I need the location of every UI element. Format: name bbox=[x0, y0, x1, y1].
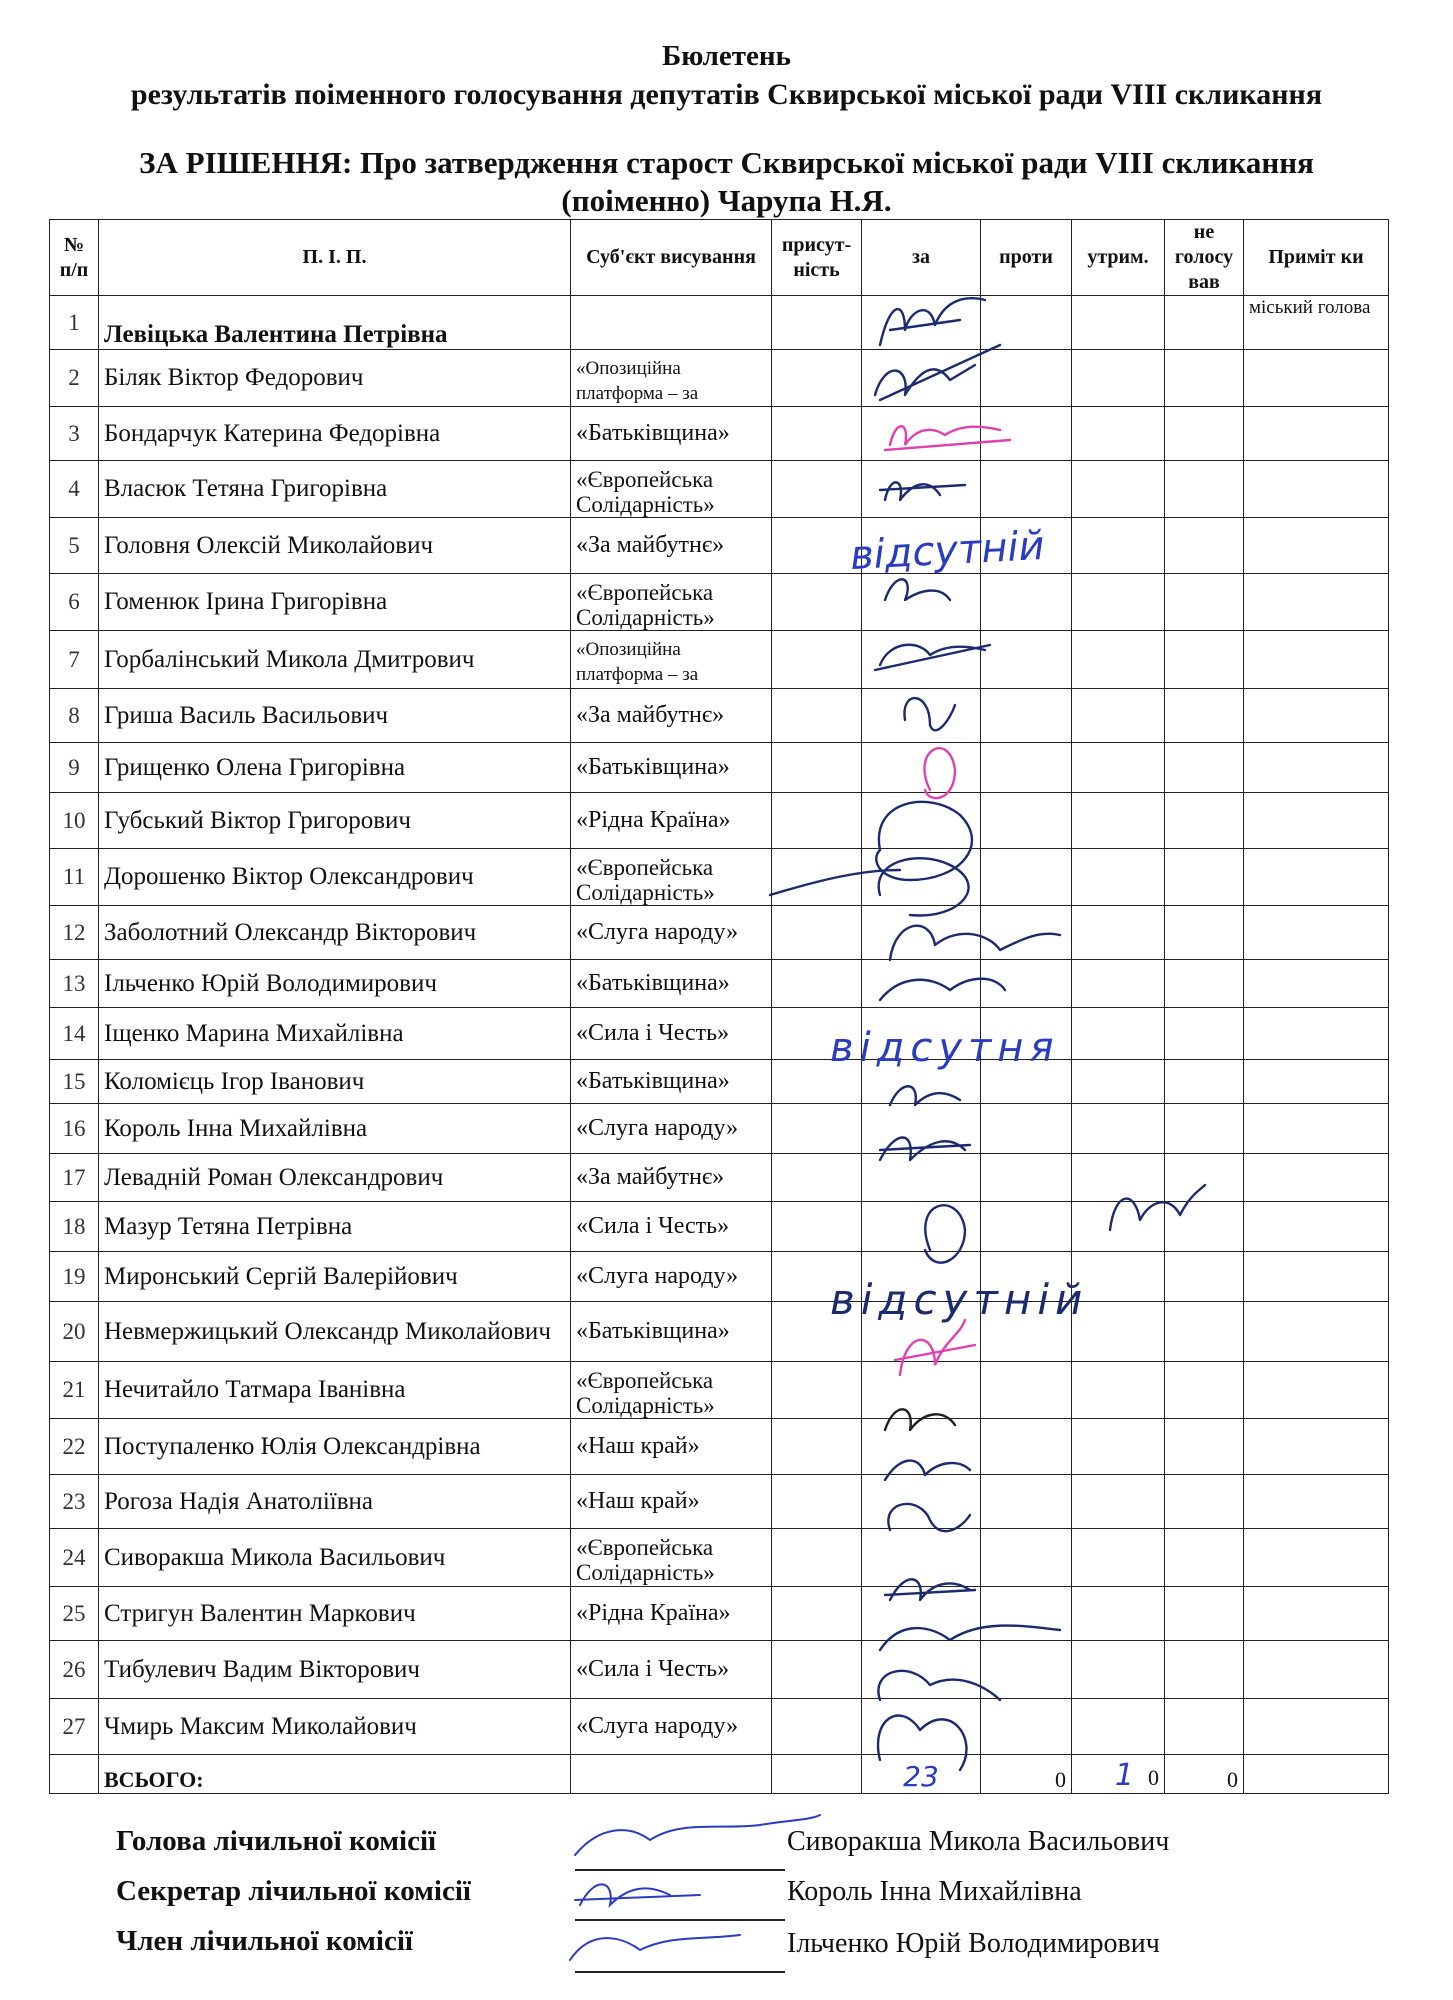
nominating-party: «Наш край» bbox=[571, 1419, 772, 1475]
for-cell bbox=[862, 407, 981, 461]
row-number: 15 bbox=[50, 1060, 99, 1104]
abstain-cell bbox=[1072, 960, 1165, 1008]
header-notes: Приміт ки bbox=[1244, 220, 1389, 296]
abstain-cell bbox=[1072, 1008, 1165, 1060]
total-for: 23 bbox=[862, 1755, 981, 1794]
row-number: 10 bbox=[50, 793, 99, 849]
table-row bbox=[50, 461, 1389, 518]
abstain-cell bbox=[1072, 461, 1165, 518]
notes-cell bbox=[1244, 1202, 1389, 1252]
for-cell bbox=[862, 1104, 981, 1154]
present-cell bbox=[772, 518, 862, 574]
nominating-party: «Наш край» bbox=[571, 1475, 772, 1529]
secretary-role: Секретар лічильної комісії bbox=[116, 1875, 471, 1907]
table-row bbox=[50, 1362, 1389, 1419]
table-row bbox=[50, 1529, 1389, 1587]
not-voted-cell bbox=[1165, 1529, 1244, 1587]
not-voted-cell bbox=[1165, 793, 1244, 849]
present-cell bbox=[772, 296, 862, 350]
for-cell bbox=[862, 350, 981, 407]
total-row bbox=[50, 1755, 1389, 1794]
for-cell bbox=[862, 1641, 981, 1699]
for-cell bbox=[862, 296, 981, 350]
deputy-name: Левадній Роман Олександрович bbox=[99, 1154, 571, 1202]
for-cell bbox=[862, 1529, 981, 1587]
row-number: 20 bbox=[50, 1302, 99, 1362]
present-cell bbox=[772, 1104, 862, 1154]
not-voted-cell bbox=[1165, 1699, 1244, 1755]
notes-cell bbox=[1244, 631, 1389, 689]
against-cell bbox=[981, 689, 1072, 743]
against-cell bbox=[981, 1419, 1072, 1475]
abstain-cell bbox=[1072, 689, 1165, 743]
table-row bbox=[50, 793, 1389, 849]
nominating-party: «Рідна Країна» bbox=[571, 793, 772, 849]
not-voted-cell bbox=[1165, 461, 1244, 518]
abstain-handwritten-count: 1 bbox=[1114, 1758, 1134, 1793]
row-number: 25 bbox=[50, 1587, 99, 1641]
absent-note-row-14: відсутня bbox=[830, 1025, 1060, 1071]
notes-cell bbox=[1244, 1252, 1389, 1302]
row-number: 8 bbox=[50, 689, 99, 743]
for-cell bbox=[862, 631, 981, 689]
header-subject: Суб'єкт висування bbox=[571, 220, 772, 296]
abstain-cell bbox=[1072, 1202, 1165, 1252]
table-row bbox=[50, 689, 1389, 743]
row-number: 4 bbox=[50, 461, 99, 518]
header-present: присут-ність bbox=[772, 220, 862, 296]
abstain-cell bbox=[1072, 296, 1165, 350]
table-row bbox=[50, 906, 1389, 960]
total-against: 0 bbox=[981, 1755, 1072, 1794]
notes-cell bbox=[1244, 1302, 1389, 1362]
row-number: 22 bbox=[50, 1419, 99, 1475]
for-cell bbox=[862, 1699, 981, 1755]
decision-line-2: (поіменно) Чарупа Н.Я. bbox=[561, 183, 892, 218]
present-cell bbox=[772, 1587, 862, 1641]
present-cell bbox=[772, 1529, 862, 1587]
for-cell bbox=[862, 1419, 981, 1475]
nominating-party: «Слуга народу» bbox=[571, 1104, 772, 1154]
decision-line-1: ЗА РІШЕННЯ: Про затвердження старост Сквирської міської ради VIII скликання bbox=[139, 145, 1314, 180]
secretary-name: Король Інна Михайлівна bbox=[787, 1876, 1082, 1907]
notes-cell bbox=[1244, 1154, 1389, 1202]
against-cell bbox=[981, 906, 1072, 960]
row-number: 12 bbox=[50, 906, 99, 960]
against-cell bbox=[981, 1529, 1072, 1587]
notes-cell bbox=[1244, 743, 1389, 793]
against-cell bbox=[981, 743, 1072, 793]
row-number: 18 bbox=[50, 1202, 99, 1252]
abstain-cell bbox=[1072, 407, 1165, 461]
row-number: 19 bbox=[50, 1252, 99, 1302]
abstain-cell bbox=[1072, 518, 1165, 574]
abstain-cell bbox=[1072, 1529, 1165, 1587]
not-voted-cell bbox=[1165, 849, 1244, 906]
table-row bbox=[50, 631, 1389, 689]
present-cell bbox=[772, 461, 862, 518]
header-against: проти bbox=[981, 220, 1072, 296]
table-row bbox=[50, 1104, 1389, 1154]
nominating-party: «Слуга народу» bbox=[571, 1252, 772, 1302]
abstain-printed-count: 0 bbox=[1148, 1765, 1159, 1790]
deputy-name: Головня Олексій Миколайович bbox=[99, 518, 571, 574]
voting-table bbox=[49, 219, 1389, 1794]
present-cell bbox=[772, 906, 862, 960]
chair-name: Сиворакша Микола Васильович bbox=[787, 1826, 1170, 1857]
table-row bbox=[50, 1641, 1389, 1699]
nominating-party: «Сила і Честь» bbox=[571, 1202, 772, 1252]
nominating-party: «Європейська Солідарність» bbox=[571, 1362, 772, 1419]
absent-note-row-19: відсутній bbox=[830, 1275, 1089, 1324]
not-voted-cell bbox=[1165, 1104, 1244, 1154]
nominating-party: «Батьківщина» bbox=[571, 1302, 772, 1362]
deputy-name: Іщенко Марина Михайлівна bbox=[99, 1008, 571, 1060]
present-cell bbox=[772, 960, 862, 1008]
table-row bbox=[50, 1475, 1389, 1529]
not-voted-cell bbox=[1165, 1302, 1244, 1362]
not-voted-cell bbox=[1165, 1362, 1244, 1419]
not-voted-cell bbox=[1165, 1060, 1244, 1104]
nominating-party: «За майбутнє» bbox=[571, 518, 772, 574]
deputy-name: Чмирь Максим Миколайович bbox=[99, 1699, 571, 1755]
notes-cell bbox=[1244, 1587, 1389, 1641]
nominating-party: «Батьківщина» bbox=[571, 743, 772, 793]
total-not-voted: 0 bbox=[1165, 1755, 1244, 1794]
deputy-name: Рогоза Надія Анатоліївна bbox=[99, 1475, 571, 1529]
deputy-name: Король Інна Михайлівна bbox=[99, 1104, 571, 1154]
abstain-cell bbox=[1072, 1419, 1165, 1475]
deputy-name: Мазур Тетяна Петрівна bbox=[99, 1202, 571, 1252]
notes-cell bbox=[1244, 1008, 1389, 1060]
present-cell bbox=[772, 1362, 862, 1419]
row-number: 24 bbox=[50, 1529, 99, 1587]
nominating-party: «Рідна Країна» bbox=[571, 1587, 772, 1641]
present-cell bbox=[772, 1202, 862, 1252]
row-number: 23 bbox=[50, 1475, 99, 1529]
notes-cell bbox=[1244, 1362, 1389, 1419]
nominating-party: «За майбутнє» bbox=[571, 1154, 772, 1202]
member-name: Ільченко Юрій Володимирович bbox=[787, 1928, 1160, 1959]
row-number: 26 bbox=[50, 1641, 99, 1699]
table-row bbox=[50, 960, 1389, 1008]
table-row bbox=[50, 296, 1389, 350]
abstain-cell bbox=[1072, 849, 1165, 906]
present-cell bbox=[772, 574, 862, 631]
table-row bbox=[50, 574, 1389, 631]
header-abstain: утрим. bbox=[1072, 220, 1165, 296]
deputy-name: Дорошенко Віктор Олександрович bbox=[99, 849, 571, 906]
header-name: П. І. П. bbox=[99, 220, 571, 296]
total-label: ВСЬОГО: bbox=[99, 1755, 571, 1794]
against-cell bbox=[981, 960, 1072, 1008]
against-cell bbox=[981, 1202, 1072, 1252]
deputy-name: Нечитайло Татмара Іванівна bbox=[99, 1362, 571, 1419]
nominating-party: «За майбутнє» bbox=[571, 689, 772, 743]
table-row bbox=[50, 518, 1389, 574]
deputy-name: Коломієць Ігор Іванович bbox=[99, 1060, 571, 1104]
notes-cell bbox=[1244, 906, 1389, 960]
deputy-name: Власюк Тетяна Григорівна bbox=[99, 461, 571, 518]
against-cell bbox=[981, 1104, 1072, 1154]
for-cell bbox=[862, 574, 981, 631]
chair-signature bbox=[575, 1815, 820, 1855]
nominating-party: «Батьківщина» bbox=[571, 960, 772, 1008]
not-voted-cell bbox=[1165, 574, 1244, 631]
abstain-cell bbox=[1072, 743, 1165, 793]
deputy-name: Невмержицький Олександр Миколайович bbox=[99, 1302, 571, 1362]
chair-role: Голова лічильної комісії bbox=[116, 1825, 437, 1857]
for-cell bbox=[862, 461, 981, 518]
notes-cell: міський голова bbox=[1244, 296, 1389, 350]
notes-cell bbox=[1244, 1104, 1389, 1154]
abstain-cell bbox=[1072, 1060, 1165, 1104]
against-cell bbox=[981, 1699, 1072, 1755]
not-voted-cell bbox=[1165, 960, 1244, 1008]
nominating-party: «Опозиційна платформа – за bbox=[571, 631, 772, 689]
nominating-party: «Сила і Честь» bbox=[571, 1641, 772, 1699]
not-voted-cell bbox=[1165, 1154, 1244, 1202]
nominating-party: «Слуга народу» bbox=[571, 1699, 772, 1755]
abstain-cell bbox=[1072, 1104, 1165, 1154]
deputy-name: Сиворакша Микола Васильович bbox=[99, 1529, 571, 1587]
against-cell bbox=[981, 1475, 1072, 1529]
against-cell bbox=[981, 574, 1072, 631]
present-cell bbox=[772, 793, 862, 849]
secretary-signature bbox=[575, 1884, 700, 1905]
abstain-cell bbox=[1072, 631, 1165, 689]
row-number: 9 bbox=[50, 743, 99, 793]
notes-cell bbox=[1244, 689, 1389, 743]
notes-cell bbox=[1244, 1529, 1389, 1587]
notes-cell bbox=[1244, 574, 1389, 631]
table-row bbox=[50, 1060, 1389, 1104]
against-cell bbox=[981, 1154, 1072, 1202]
present-cell bbox=[772, 350, 862, 407]
notes-cell bbox=[1244, 407, 1389, 461]
nominating-party bbox=[571, 296, 772, 350]
for-cell bbox=[862, 849, 981, 906]
against-cell bbox=[981, 1362, 1072, 1419]
nominating-party: «Європейська Солідарність» bbox=[571, 849, 772, 906]
not-voted-cell bbox=[1165, 743, 1244, 793]
total-abstain bbox=[1072, 1755, 1165, 1794]
nominating-party: «Європейська Солідарність» bbox=[571, 574, 772, 631]
not-voted-cell bbox=[1165, 1008, 1244, 1060]
against-cell bbox=[981, 407, 1072, 461]
table-row bbox=[50, 743, 1389, 793]
abstain-cell bbox=[1072, 793, 1165, 849]
table-row bbox=[50, 407, 1389, 461]
document-subtitle: результатів поіменного голосування депутатів Сквирської міської ради VIII скликання bbox=[130, 78, 1323, 111]
nominating-party: «Сила і Честь» bbox=[571, 1008, 772, 1060]
present-cell bbox=[772, 1475, 862, 1529]
deputy-name: Поступаленко Юлія Олександрівна bbox=[99, 1419, 571, 1475]
not-voted-cell bbox=[1165, 906, 1244, 960]
row-number: 21 bbox=[50, 1362, 99, 1419]
deputy-name: Грищенко Олена Григорівна bbox=[99, 743, 571, 793]
present-cell bbox=[772, 1641, 862, 1699]
deputy-name: Гоменюк Ірина Григорівна bbox=[99, 574, 571, 631]
table-row bbox=[50, 1154, 1389, 1202]
against-cell bbox=[981, 793, 1072, 849]
present-cell bbox=[772, 743, 862, 793]
row-number: 7 bbox=[50, 631, 99, 689]
deputy-name: Тибулевич Вадим Вікторович bbox=[99, 1641, 571, 1699]
against-cell bbox=[981, 1587, 1072, 1641]
not-voted-cell bbox=[1165, 350, 1244, 407]
table-row bbox=[50, 1008, 1389, 1060]
notes-cell bbox=[1244, 461, 1389, 518]
table-row bbox=[50, 1202, 1389, 1252]
abstain-cell bbox=[1072, 1587, 1165, 1641]
deputy-name: Гриша Василь Васильович bbox=[99, 689, 571, 743]
for-cell bbox=[862, 1202, 981, 1252]
for-cell bbox=[862, 793, 981, 849]
notes-cell bbox=[1244, 1641, 1389, 1699]
against-cell bbox=[981, 1641, 1072, 1699]
for-cell bbox=[862, 1587, 981, 1641]
for-cell bbox=[862, 743, 981, 793]
nominating-party: «Європейська Солідарність» bbox=[571, 461, 772, 518]
deputy-name: Левіцька Валентина Петрівна bbox=[99, 296, 571, 350]
notes-cell bbox=[1244, 960, 1389, 1008]
nominating-party: «Опозиційна платформа – за bbox=[571, 350, 772, 407]
abstain-cell bbox=[1072, 350, 1165, 407]
not-voted-cell bbox=[1165, 689, 1244, 743]
row-number: 5 bbox=[50, 518, 99, 574]
not-voted-cell bbox=[1165, 1641, 1244, 1699]
member-signature bbox=[570, 1935, 740, 1960]
abstain-cell bbox=[1072, 1475, 1165, 1529]
deputy-name: Губський Віктор Григорович bbox=[99, 793, 571, 849]
notes-cell bbox=[1244, 1475, 1389, 1529]
notes-cell bbox=[1244, 350, 1389, 407]
table-row bbox=[50, 849, 1389, 906]
not-voted-cell bbox=[1165, 296, 1244, 350]
not-voted-cell bbox=[1165, 1475, 1244, 1529]
table-row bbox=[50, 1252, 1389, 1302]
row-number: 16 bbox=[50, 1104, 99, 1154]
against-cell bbox=[981, 296, 1072, 350]
against-cell bbox=[981, 350, 1072, 407]
not-voted-cell bbox=[1165, 1587, 1244, 1641]
against-cell bbox=[981, 631, 1072, 689]
member-role: Член лічильної комісії bbox=[116, 1925, 413, 1957]
deputy-name: Біляк Віктор Федорович bbox=[99, 350, 571, 407]
not-voted-cell bbox=[1165, 518, 1244, 574]
notes-cell bbox=[1244, 1419, 1389, 1475]
for-cell bbox=[862, 960, 981, 1008]
present-cell bbox=[772, 689, 862, 743]
for-cell bbox=[862, 1362, 981, 1419]
table-row bbox=[50, 1302, 1389, 1362]
header-for: за bbox=[862, 220, 981, 296]
not-voted-cell bbox=[1165, 1419, 1244, 1475]
nominating-party: «Слуга народу» bbox=[571, 906, 772, 960]
for-cell bbox=[862, 906, 981, 960]
not-voted-cell bbox=[1165, 1202, 1244, 1252]
not-voted-cell bbox=[1165, 631, 1244, 689]
abstain-cell bbox=[1072, 1699, 1165, 1755]
present-cell bbox=[772, 1419, 862, 1475]
deputy-name: Бондарчук Катерина Федорівна bbox=[99, 407, 571, 461]
row-number: 27 bbox=[50, 1699, 99, 1755]
row-number: 6 bbox=[50, 574, 99, 631]
deputy-name: Горбалінський Микола Дмитрович bbox=[99, 631, 571, 689]
table-row bbox=[50, 1419, 1389, 1475]
row-number: 13 bbox=[50, 960, 99, 1008]
deputy-name: Заболотний Олександр Вікторович bbox=[99, 906, 571, 960]
present-cell bbox=[772, 1154, 862, 1202]
present-cell bbox=[772, 849, 862, 906]
present-cell bbox=[772, 407, 862, 461]
against-cell bbox=[981, 849, 1072, 906]
nominating-party: «Батьківщина» bbox=[571, 1060, 772, 1104]
header-num: № п/п bbox=[50, 220, 99, 296]
abstain-cell bbox=[1072, 906, 1165, 960]
notes-cell bbox=[1244, 849, 1389, 906]
notes-cell bbox=[1244, 793, 1389, 849]
table-row bbox=[50, 350, 1389, 407]
for-cell bbox=[862, 689, 981, 743]
notes-cell bbox=[1244, 1699, 1389, 1755]
deputy-name: Миронський Сергій Валерійович bbox=[99, 1252, 571, 1302]
row-number: 1 bbox=[50, 296, 99, 350]
abstain-cell bbox=[1072, 1362, 1165, 1419]
absent-note-row-5: відсутній bbox=[848, 522, 1046, 580]
not-voted-cell bbox=[1165, 1252, 1244, 1302]
deputy-name: Ільченко Юрій Володимирович bbox=[99, 960, 571, 1008]
row-number: 11 bbox=[50, 849, 99, 906]
header-not-voted: не голосу вав bbox=[1165, 220, 1244, 296]
against-cell bbox=[981, 461, 1072, 518]
abstain-cell bbox=[1072, 1641, 1165, 1699]
abstain-cell bbox=[1072, 1154, 1165, 1202]
abstain-cell bbox=[1072, 574, 1165, 631]
table-row bbox=[50, 1587, 1389, 1641]
deputy-name: Стригун Валентин Маркович bbox=[99, 1587, 571, 1641]
present-cell bbox=[772, 1699, 862, 1755]
row-number: 2 bbox=[50, 350, 99, 407]
nominating-party: «Батьківщина» bbox=[571, 407, 772, 461]
notes-cell bbox=[1244, 1060, 1389, 1104]
row-number: 3 bbox=[50, 407, 99, 461]
row-number: 14 bbox=[50, 1008, 99, 1060]
for-cell bbox=[862, 1475, 981, 1529]
not-voted-cell bbox=[1165, 407, 1244, 461]
notes-cell bbox=[1244, 518, 1389, 574]
present-cell bbox=[772, 631, 862, 689]
for-cell bbox=[862, 1154, 981, 1202]
nominating-party: «Європейська Солідарність» bbox=[571, 1529, 772, 1587]
document-title: Бюлетень bbox=[662, 40, 791, 72]
row-number: 17 bbox=[50, 1154, 99, 1202]
table-row bbox=[50, 1699, 1389, 1755]
